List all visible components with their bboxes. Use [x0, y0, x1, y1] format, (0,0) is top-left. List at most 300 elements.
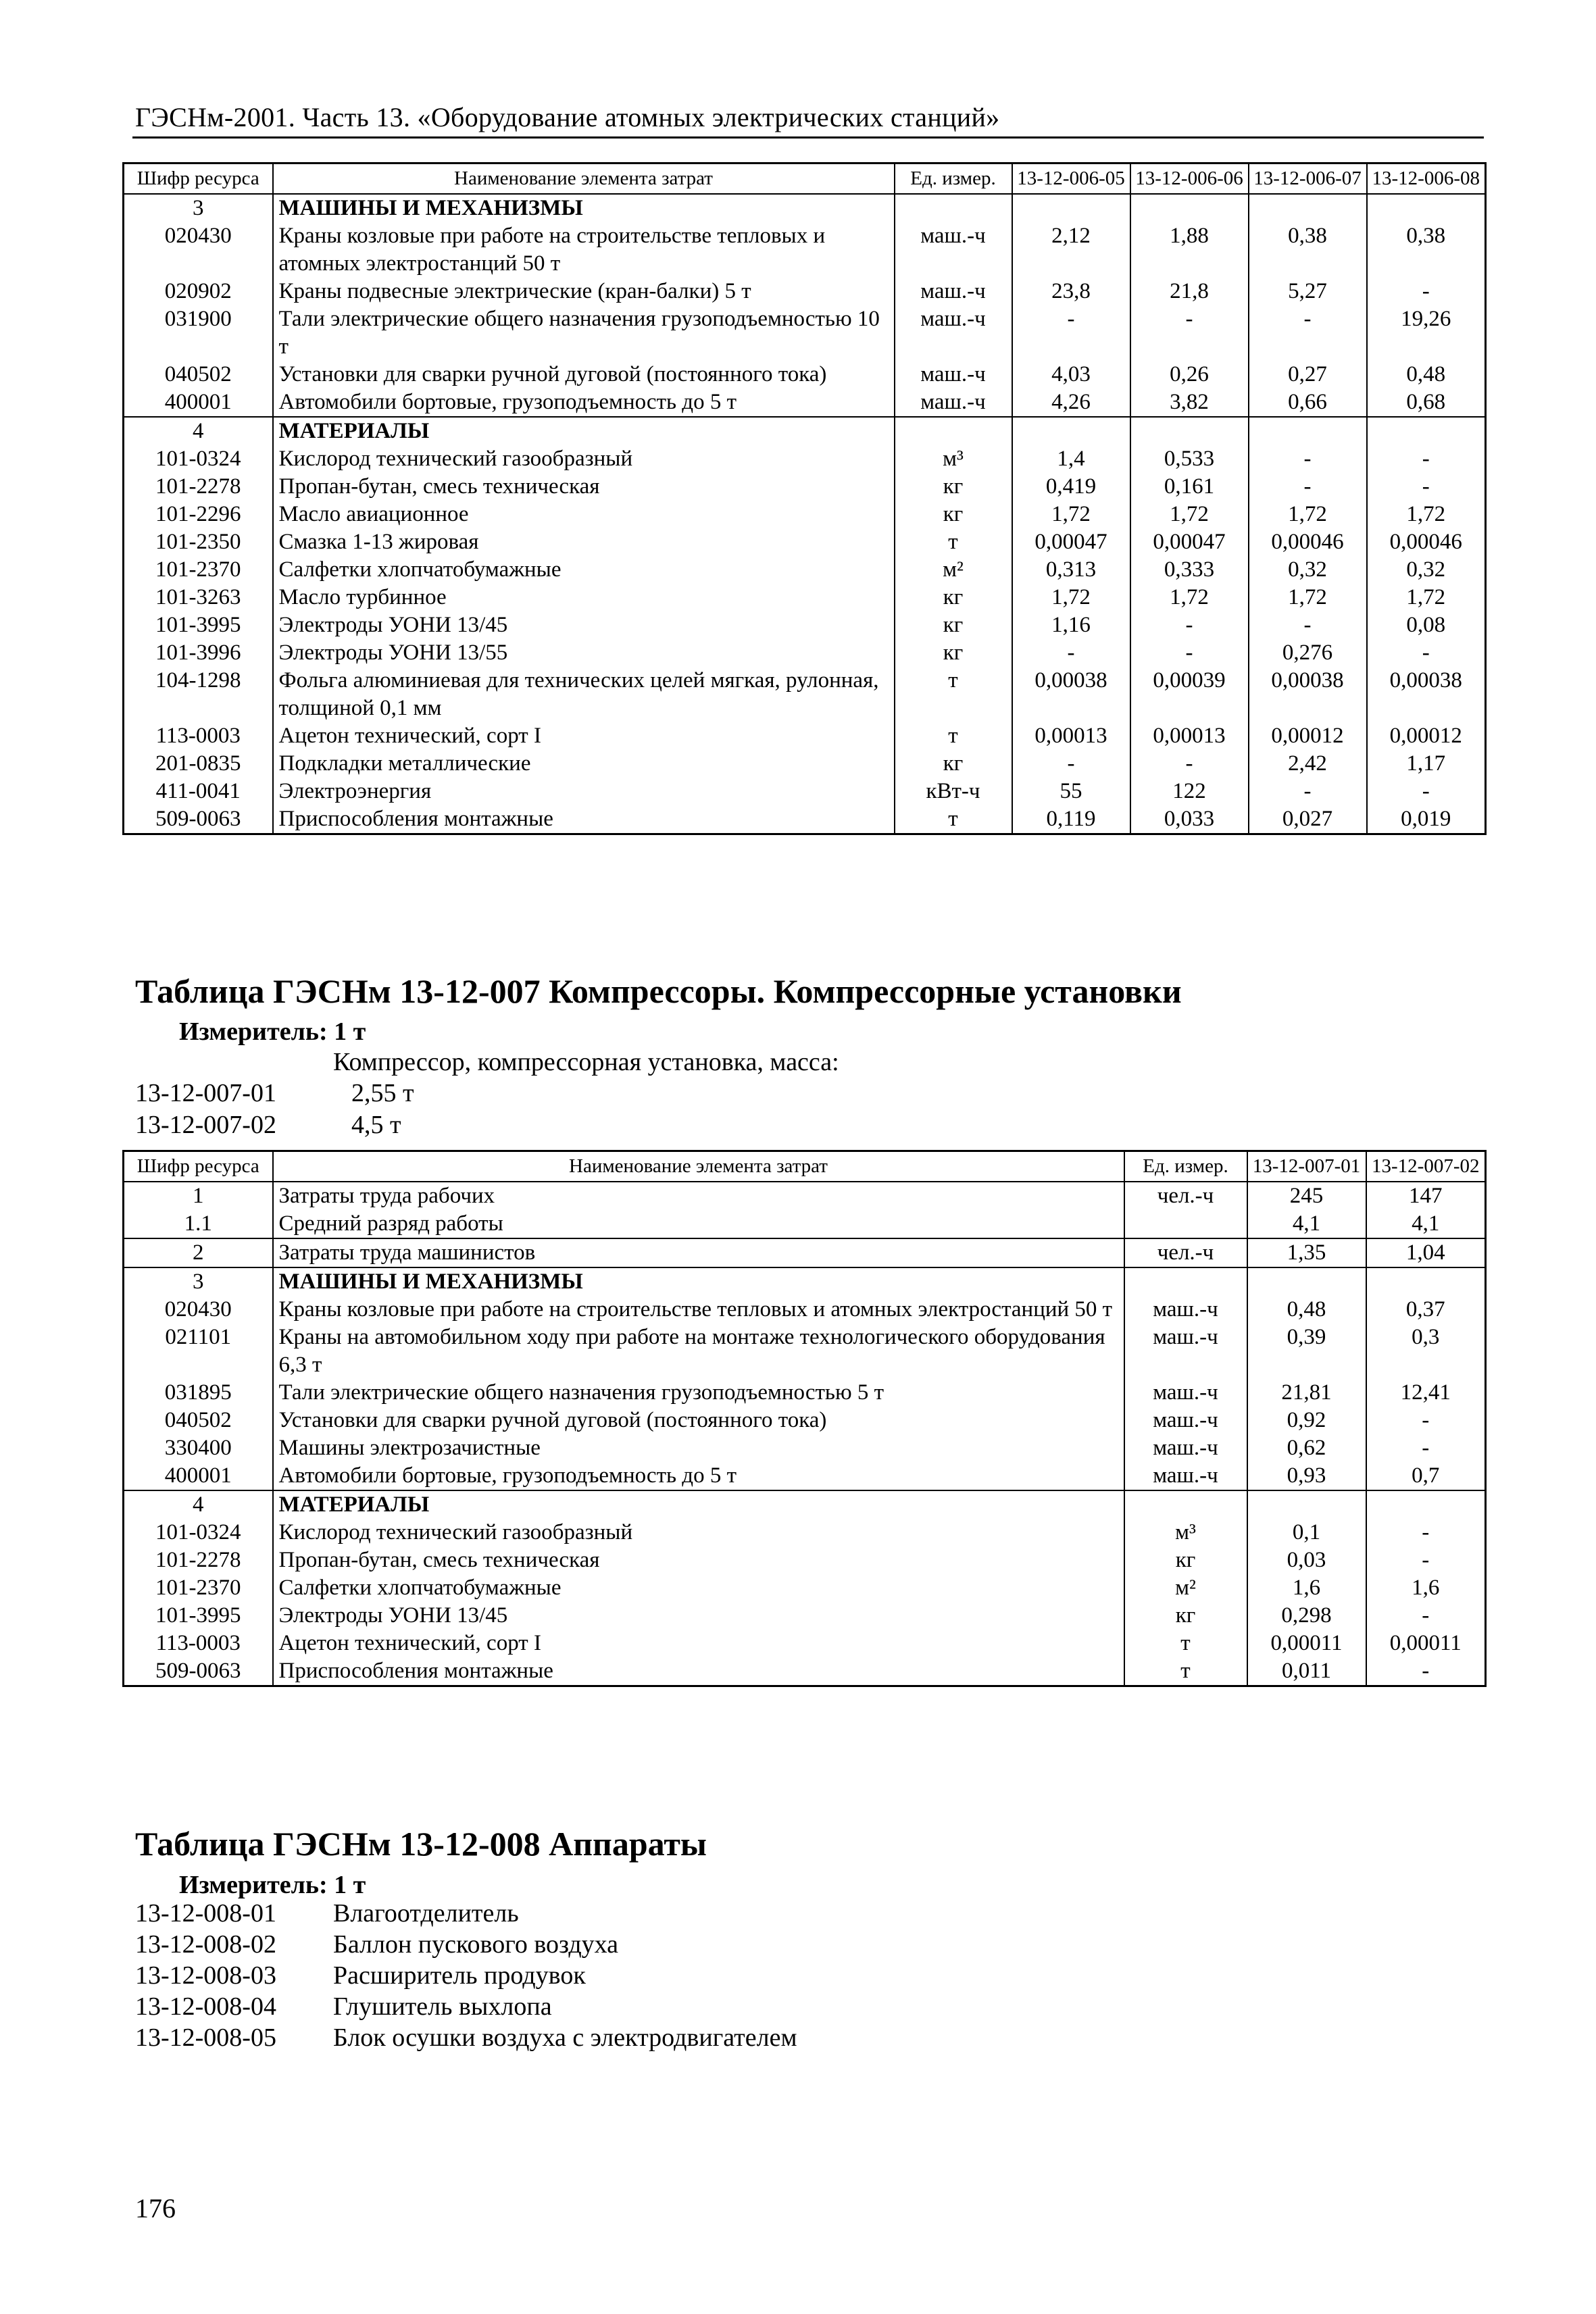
header-cost-element-name: Наименование элемента затрат — [273, 164, 895, 195]
norm-value-cell: 245 — [1247, 1182, 1366, 1210]
norm-value-cell: - — [1366, 1657, 1486, 1686]
norm-value-cell: 0,00046 — [1367, 528, 1486, 556]
table-row — [124, 556, 1486, 584]
resource-code-cell: 1 — [124, 1182, 273, 1210]
table-row — [124, 445, 1486, 473]
norm-value-cell: 1,35 — [1247, 1238, 1366, 1267]
cost-element-name-cell: Приспособления монтажные — [273, 805, 895, 834]
unit-cell: маш.-ч — [1124, 1462, 1247, 1490]
norm-value-cell: 0,419 — [1012, 473, 1130, 501]
norm-value-cell: 0,00039 — [1130, 667, 1249, 722]
running-header: ГЭСНм-2001. Часть 13. «Оборудование атомных электрических станций» — [135, 102, 1000, 132]
unit-cell: маш.-ч — [1124, 1379, 1247, 1407]
cost-element-name-cell: МАТЕРИАЛЫ — [273, 417, 895, 445]
table-row — [124, 278, 1486, 305]
norm-value-cell: - — [1012, 750, 1130, 778]
unit-cell — [1124, 1210, 1247, 1238]
header-norm-006-08: 13-12-006-08 — [1367, 164, 1486, 195]
norm-value-cell: 0,32 — [1367, 556, 1486, 584]
norm-value-cell: - — [1249, 611, 1367, 639]
norm-value-cell: 2,12 — [1012, 222, 1130, 278]
resource-code-cell: 101-3995 — [124, 611, 273, 639]
header-norm-007-01: 13-12-007-01 — [1247, 1151, 1366, 1182]
norm-value-cell — [1366, 1267, 1486, 1296]
cost-element-name-cell: Смазка 1-13 жировая — [273, 528, 895, 556]
unit-cell: чел.-ч — [1124, 1238, 1247, 1267]
apparatus-name: Баллон пускового воздуха — [333, 1930, 619, 1959]
section-row — [124, 1267, 1486, 1296]
norm-value-cell: - — [1367, 278, 1486, 305]
cost-element-name-cell: Электроды УОНИ 13/45 — [273, 611, 895, 639]
unit-cell: т — [895, 528, 1012, 556]
measure-label-008: Измеритель: 1 т — [179, 1871, 366, 1899]
table-row — [124, 639, 1486, 667]
table-row — [124, 501, 1486, 528]
norm-value-cell: 1,72 — [1012, 501, 1130, 528]
norm-value-cell: 55 — [1012, 778, 1130, 805]
item-code: 13-12-007-01 — [135, 1079, 276, 1107]
unit-cell: т — [895, 667, 1012, 722]
resource-code-cell: 101-2350 — [124, 528, 273, 556]
table-row — [124, 305, 1486, 361]
cost-element-name-cell: Установки для сварки ручной дуговой (постоянного тока) — [273, 361, 895, 388]
norm-value-cell: 1,72 — [1130, 584, 1249, 611]
resource-code-cell: 3 — [124, 194, 273, 222]
apparatus-name: Глушитель выхлопа — [333, 1992, 552, 2021]
norm-value-cell: 21,8 — [1130, 278, 1249, 305]
unit-cell — [1124, 1267, 1247, 1296]
item-value: 2,55 т — [351, 1079, 414, 1107]
cost-element-name-cell: Автомобили бортовые, грузоподъемность до 5 т — [273, 388, 895, 417]
norm-value-cell: 0,68 — [1367, 388, 1486, 417]
resource-code-cell: 020430 — [124, 1296, 273, 1324]
norm-value-cell — [1249, 417, 1367, 445]
header-norm-006-05: 13-12-006-05 — [1012, 164, 1130, 195]
norm-value-cell: 0,92 — [1247, 1407, 1366, 1434]
norm-value-cell: 1,88 — [1130, 222, 1249, 278]
table-row — [124, 1462, 1486, 1490]
norm-value-cell: 0,48 — [1247, 1296, 1366, 1324]
item-code: 13-12-007-02 — [135, 1111, 276, 1139]
apparatus-code: 13-12-008-01 — [135, 1899, 276, 1928]
cost-element-name-cell: Краны козловые при работе на строительстве тепловых и атомных электростанций 50 т — [273, 1296, 1124, 1324]
norm-value-cell: 0,48 — [1367, 361, 1486, 388]
norm-value-cell: 0,03 — [1247, 1546, 1366, 1574]
cost-element-name-cell: Краны козловые при работе на строительстве тепловых и атомных электростанций 50 т — [273, 222, 895, 278]
cost-element-name-cell: Установки для сварки ручной дуговой (постоянного тока) — [273, 1407, 1124, 1434]
norm-value-cell: 4,1 — [1366, 1210, 1486, 1238]
unit-cell: кг — [895, 639, 1012, 667]
unit-cell — [895, 194, 1012, 222]
unit-cell: м³ — [895, 445, 1012, 473]
norm-value-cell: - — [1367, 445, 1486, 473]
norm-value-cell: - — [1012, 639, 1130, 667]
cost-element-name-cell: Салфетки хлопчатобумажные — [273, 1574, 1124, 1602]
table-row — [124, 1657, 1486, 1686]
unit-cell: м³ — [1124, 1519, 1247, 1546]
norm-value-cell: 0,276 — [1249, 639, 1367, 667]
cost-element-name-cell: Салфетки хлопчатобумажные — [273, 556, 895, 584]
norm-value-cell: 1,17 — [1367, 750, 1486, 778]
section-row — [124, 194, 1486, 222]
norm-value-cell — [1247, 1267, 1366, 1296]
resource-code-cell: 400001 — [124, 388, 273, 417]
header-norm-006-07: 13-12-006-07 — [1249, 164, 1367, 195]
cost-element-name-cell: МАШИНЫ И МЕХАНИЗМЫ — [273, 1267, 1124, 1296]
table-row — [124, 1519, 1486, 1546]
table-row — [124, 1296, 1486, 1324]
norm-value-cell: 0,00011 — [1247, 1630, 1366, 1657]
resource-code-cell: 509-0063 — [124, 1657, 273, 1686]
norm-value-cell: 0,00038 — [1249, 667, 1367, 722]
table-row — [124, 1210, 1486, 1238]
header-cost-element-name: Наименование элемента затрат — [273, 1151, 1124, 1182]
cost-element-name-cell: Электроэнергия — [273, 778, 895, 805]
table-row — [124, 778, 1486, 805]
norm-value-cell: 0,32 — [1249, 556, 1367, 584]
table-title-007: Таблица ГЭСНм 13-12-007 Компрессоры. Компрессорные установки — [135, 972, 1182, 1010]
table-body — [124, 1182, 1486, 1686]
norm-value-cell: 21,81 — [1247, 1379, 1366, 1407]
norm-value-cell — [1012, 417, 1130, 445]
unit-cell: маш.-ч — [1124, 1324, 1247, 1379]
table-row — [124, 667, 1486, 722]
table-row — [124, 1630, 1486, 1657]
resource-code-cell: 031895 — [124, 1379, 273, 1407]
header-unit: Ед. измер. — [1124, 1151, 1247, 1182]
table-row — [124, 584, 1486, 611]
table-row — [124, 473, 1486, 501]
unit-cell: кг — [895, 473, 1012, 501]
header-norm-006-06: 13-12-006-06 — [1130, 164, 1249, 195]
norm-value-cell: 0,533 — [1130, 445, 1249, 473]
norm-value-cell: 147 — [1366, 1182, 1486, 1210]
norm-value-cell: 0,00013 — [1130, 722, 1249, 750]
unit-cell: м² — [895, 556, 1012, 584]
header-resource-code: Шифр ресурса — [124, 1151, 273, 1182]
table-row — [124, 1407, 1486, 1434]
norm-value-cell: 12,41 — [1366, 1379, 1486, 1407]
cost-element-name-cell: Подкладки металлические — [273, 750, 895, 778]
cost-element-name-cell: Краны подвесные электрические (кран-балки) 5 т — [273, 278, 895, 305]
resource-code-cell: 1.1 — [124, 1210, 273, 1238]
norm-value-cell: 1,6 — [1247, 1574, 1366, 1602]
unit-cell: кг — [895, 584, 1012, 611]
cost-element-name-cell: МАТЕРИАЛЫ — [273, 1490, 1124, 1519]
norm-value-cell: 1,72 — [1130, 501, 1249, 528]
unit-cell: маш.-ч — [895, 278, 1012, 305]
norm-value-cell: 0,00012 — [1367, 722, 1486, 750]
resource-code-cell: 040502 — [124, 1407, 273, 1434]
cost-element-name-cell: Пропан-бутан, смесь техническая — [273, 1546, 1124, 1574]
cost-element-name-cell: Фольга алюминиевая для технических целей мягкая, рулонная, толщиной 0,1 мм — [273, 667, 895, 722]
unit-cell: т — [1124, 1657, 1247, 1686]
norm-value-cell — [1367, 194, 1486, 222]
unit-cell: маш.-ч — [895, 305, 1012, 361]
resource-code-cell: 104-1298 — [124, 667, 273, 722]
resource-code-cell: 101-2278 — [124, 473, 273, 501]
norm-value-cell: - — [1249, 778, 1367, 805]
resource-code-cell: 020430 — [124, 222, 273, 278]
norm-value-cell: 19,26 — [1367, 305, 1486, 361]
cost-element-name-cell: Масло турбинное — [273, 584, 895, 611]
resource-code-cell: 101-3263 — [124, 584, 273, 611]
unit-cell: маш.-ч — [895, 222, 1012, 278]
resource-code-cell: 101-2296 — [124, 501, 273, 528]
resource-code-cell: 113-0003 — [124, 1630, 273, 1657]
norm-value-cell: 1,72 — [1367, 584, 1486, 611]
cost-element-name-cell: Краны на автомобильном ходу при работе на монтаже технологического оборудования 6,3 т — [273, 1324, 1124, 1379]
norm-value-cell: 0,27 — [1249, 361, 1367, 388]
norm-value-cell: 0,7 — [1366, 1462, 1486, 1490]
norm-value-cell — [1012, 194, 1130, 222]
cost-element-name-cell: Электроды УОНИ 13/45 — [273, 1602, 1124, 1630]
norm-value-cell: - — [1366, 1519, 1486, 1546]
unit-cell: маш.-ч — [895, 361, 1012, 388]
norm-value-cell: 1,16 — [1012, 611, 1130, 639]
resource-code-cell: 201-0835 — [124, 750, 273, 778]
norm-value-cell: 122 — [1130, 778, 1249, 805]
norm-value-cell: 2,42 — [1249, 750, 1367, 778]
norm-value-cell: - — [1367, 473, 1486, 501]
table-row — [124, 1434, 1486, 1462]
resource-code-cell: 101-3995 — [124, 1602, 273, 1630]
norm-value-cell: 0,027 — [1249, 805, 1367, 834]
unit-cell: м² — [1124, 1574, 1247, 1602]
norm-value-cell: - — [1012, 305, 1130, 361]
unit-cell: кг — [895, 501, 1012, 528]
norm-value-cell: 1,72 — [1012, 584, 1130, 611]
apparatus-name: Блок осушки воздуха с электродвигателем — [333, 2023, 797, 2052]
apparatus-code: 13-12-008-02 — [135, 1930, 276, 1959]
table-row — [124, 722, 1486, 750]
unit-cell: маш.-ч — [895, 388, 1012, 417]
cost-element-name-cell: Тали электрические общего назначения грузоподъемностью 10 т — [273, 305, 895, 361]
norm-value-cell: 0,00038 — [1012, 667, 1130, 722]
norm-value-cell: - — [1367, 639, 1486, 667]
norm-value-cell: 0,66 — [1249, 388, 1367, 417]
cost-element-name-cell: Затраты труда рабочих — [273, 1182, 1124, 1210]
norm-value-cell: 4,26 — [1012, 388, 1130, 417]
norm-value-cell: 0,313 — [1012, 556, 1130, 584]
unit-cell: т — [895, 805, 1012, 834]
norm-value-cell: - — [1130, 639, 1249, 667]
cost-element-name-cell: Пропан-бутан, смесь техническая — [273, 473, 895, 501]
unit-cell — [1124, 1490, 1247, 1519]
resource-code-cell: 031900 — [124, 305, 273, 361]
resource-code-cell: 411-0041 — [124, 778, 273, 805]
table-row — [124, 750, 1486, 778]
unit-cell — [895, 417, 1012, 445]
resource-code-cell: 101-3996 — [124, 639, 273, 667]
norm-value-cell: 0,39 — [1247, 1324, 1366, 1379]
intro-line-007: Компрессор, компрессорная установка, масса: — [333, 1048, 839, 1076]
resource-table-006 — [122, 162, 1487, 835]
cost-element-name-cell: Затраты труда машинистов — [273, 1238, 1124, 1267]
norm-value-cell: 0,033 — [1130, 805, 1249, 834]
norm-value-cell: 0,26 — [1130, 361, 1249, 388]
unit-cell: маш.-ч — [1124, 1434, 1247, 1462]
cost-element-name-cell: МАШИНЫ И МЕХАНИЗМЫ — [273, 194, 895, 222]
page-number: 176 — [135, 2193, 176, 2223]
table-title-008: Таблица ГЭСНм 13-12-008 Аппараты — [135, 1825, 707, 1863]
norm-value-cell: 0,00012 — [1249, 722, 1367, 750]
cost-element-name-cell: Тали электрические общего назначения грузоподъемностью 5 т — [273, 1379, 1124, 1407]
resource-code-cell: 509-0063 — [124, 805, 273, 834]
norm-value-cell — [1247, 1490, 1366, 1519]
cost-element-name-cell: Масло авиационное — [273, 501, 895, 528]
resource-code-cell: 4 — [124, 1490, 273, 1519]
cost-element-name-cell: Электроды УОНИ 13/55 — [273, 639, 895, 667]
norm-value-cell — [1249, 194, 1367, 222]
norm-value-cell: 5,27 — [1249, 278, 1367, 305]
unit-cell: маш.-ч — [1124, 1407, 1247, 1434]
table-row — [124, 222, 1486, 278]
norm-value-cell: 4,03 — [1012, 361, 1130, 388]
unit-cell: кг — [895, 750, 1012, 778]
norm-value-cell: 0,3 — [1366, 1324, 1486, 1379]
cost-element-name-cell: Приспособления монтажные — [273, 1657, 1124, 1686]
cost-element-name-cell: Ацетон технический, сорт I — [273, 1630, 1124, 1657]
resource-code-cell: 2 — [124, 1238, 273, 1267]
norm-value-cell: 0,333 — [1130, 556, 1249, 584]
resource-code-cell: 101-2370 — [124, 556, 273, 584]
norm-value-cell: 0,37 — [1366, 1296, 1486, 1324]
cost-element-name-cell: Средний разряд работы — [273, 1210, 1124, 1238]
norm-value-cell: 0,38 — [1249, 222, 1367, 278]
norm-value-cell: - — [1249, 473, 1367, 501]
norm-value-cell: 0,1 — [1247, 1519, 1366, 1546]
norm-value-cell: 0,019 — [1367, 805, 1486, 834]
section-row — [124, 417, 1486, 445]
norm-value-cell: 0,161 — [1130, 473, 1249, 501]
norm-value-cell: 1,6 — [1366, 1574, 1486, 1602]
cost-element-name-cell: Автомобили бортовые, грузоподъемность до 5 т — [273, 1462, 1124, 1490]
norm-value-cell: - — [1130, 611, 1249, 639]
norm-value-cell: 0,00011 — [1366, 1630, 1486, 1657]
unit-cell: т — [1124, 1630, 1247, 1657]
table-row — [124, 388, 1486, 417]
resource-table-007 — [122, 1150, 1487, 1687]
header-rule — [132, 136, 1484, 139]
apparatus-name: Влагоотделитель — [333, 1899, 519, 1928]
cost-element-name-cell: Кислород технический газообразный — [273, 1519, 1124, 1546]
norm-value-cell: 1,72 — [1249, 584, 1367, 611]
resource-code-cell: 101-2370 — [124, 1574, 273, 1602]
resource-code-cell: 113-0003 — [124, 722, 273, 750]
table-row — [124, 611, 1486, 639]
resource-code-cell: 021101 — [124, 1324, 273, 1379]
norm-value-cell: - — [1130, 305, 1249, 361]
norm-value-cell: 1,72 — [1249, 501, 1367, 528]
cost-element-name-cell: Машины электрозачистные — [273, 1434, 1124, 1462]
unit-cell: кг — [1124, 1546, 1247, 1574]
resource-code-cell: 3 — [124, 1267, 273, 1296]
resource-code-cell: 101-2278 — [124, 1546, 273, 1574]
norm-value-cell: 23,8 — [1012, 278, 1130, 305]
norm-value-cell — [1366, 1490, 1486, 1519]
table-row — [124, 361, 1486, 388]
norm-value-cell: 0,00046 — [1249, 528, 1367, 556]
norm-value-cell: 1,4 — [1012, 445, 1130, 473]
norm-value-cell: 0,011 — [1247, 1657, 1366, 1686]
norm-value-cell: 0,00013 — [1012, 722, 1130, 750]
unit-cell: кВт-ч — [895, 778, 1012, 805]
header-resource-code: Шифр ресурса — [124, 164, 273, 195]
table-body — [124, 194, 1486, 834]
resource-code-cell: 101-0324 — [124, 1519, 273, 1546]
table-row — [124, 1324, 1486, 1379]
resource-code-cell: 101-0324 — [124, 445, 273, 473]
unit-cell: кг — [895, 611, 1012, 639]
norm-value-cell: 0,298 — [1247, 1602, 1366, 1630]
norm-value-cell: - — [1366, 1407, 1486, 1434]
norm-value-cell: 0,38 — [1367, 222, 1486, 278]
apparatus-name: Расширитель продувок — [333, 1961, 586, 1990]
norm-value-cell: 1,72 — [1367, 501, 1486, 528]
norm-value-cell: 0,119 — [1012, 805, 1130, 834]
unit-cell: кг — [1124, 1602, 1247, 1630]
resource-code-cell: 4 — [124, 417, 273, 445]
norm-value-cell: - — [1367, 778, 1486, 805]
apparatus-code: 13-12-008-03 — [135, 1961, 276, 1990]
norm-value-cell: 1,04 — [1366, 1238, 1486, 1267]
item-value: 4,5 т — [351, 1111, 401, 1139]
cost-element-name-cell: Ацетон технический, сорт I — [273, 722, 895, 750]
norm-value-cell: 0,00047 — [1012, 528, 1130, 556]
unit-cell: т — [895, 722, 1012, 750]
apparatus-code: 13-12-008-05 — [135, 2023, 276, 2052]
header-norm-007-02: 13-12-007-02 — [1366, 1151, 1486, 1182]
table-row — [124, 1602, 1486, 1630]
table-row — [124, 528, 1486, 556]
section-row — [124, 1490, 1486, 1519]
norm-value-cell: 0,62 — [1247, 1434, 1366, 1462]
norm-value-cell: 4,1 — [1247, 1210, 1366, 1238]
norm-value-cell: - — [1366, 1602, 1486, 1630]
table-row — [124, 1238, 1486, 1267]
norm-value-cell: 0,08 — [1367, 611, 1486, 639]
table-row — [124, 1379, 1486, 1407]
norm-value-cell: 0,00047 — [1130, 528, 1249, 556]
norm-value-cell: - — [1366, 1546, 1486, 1574]
resource-code-cell: 020902 — [124, 278, 273, 305]
resource-code-cell: 400001 — [124, 1462, 273, 1490]
unit-cell: чел.-ч — [1124, 1182, 1247, 1210]
norm-value-cell — [1367, 417, 1486, 445]
measure-label-007: Измеритель: 1 т — [179, 1017, 366, 1046]
resource-code-cell: 040502 — [124, 361, 273, 388]
header-unit: Ед. измер. — [895, 164, 1012, 195]
resource-code-cell: 330400 — [124, 1434, 273, 1462]
norm-value-cell: - — [1366, 1434, 1486, 1462]
table-row — [124, 1182, 1486, 1210]
norm-value-cell: 0,00038 — [1367, 667, 1486, 722]
norm-value-cell: - — [1249, 305, 1367, 361]
norm-value-cell — [1130, 417, 1249, 445]
norm-value-cell — [1130, 194, 1249, 222]
norm-value-cell: 0,93 — [1247, 1462, 1366, 1490]
cost-element-name-cell: Кислород технический газообразный — [273, 445, 895, 473]
unit-cell: маш.-ч — [1124, 1296, 1247, 1324]
table-row — [124, 805, 1486, 834]
table-row — [124, 1546, 1486, 1574]
norm-value-cell: - — [1130, 750, 1249, 778]
table-row — [124, 1574, 1486, 1602]
norm-value-cell: 3,82 — [1130, 388, 1249, 417]
norm-value-cell: - — [1249, 445, 1367, 473]
apparatus-code: 13-12-008-04 — [135, 1992, 276, 2021]
